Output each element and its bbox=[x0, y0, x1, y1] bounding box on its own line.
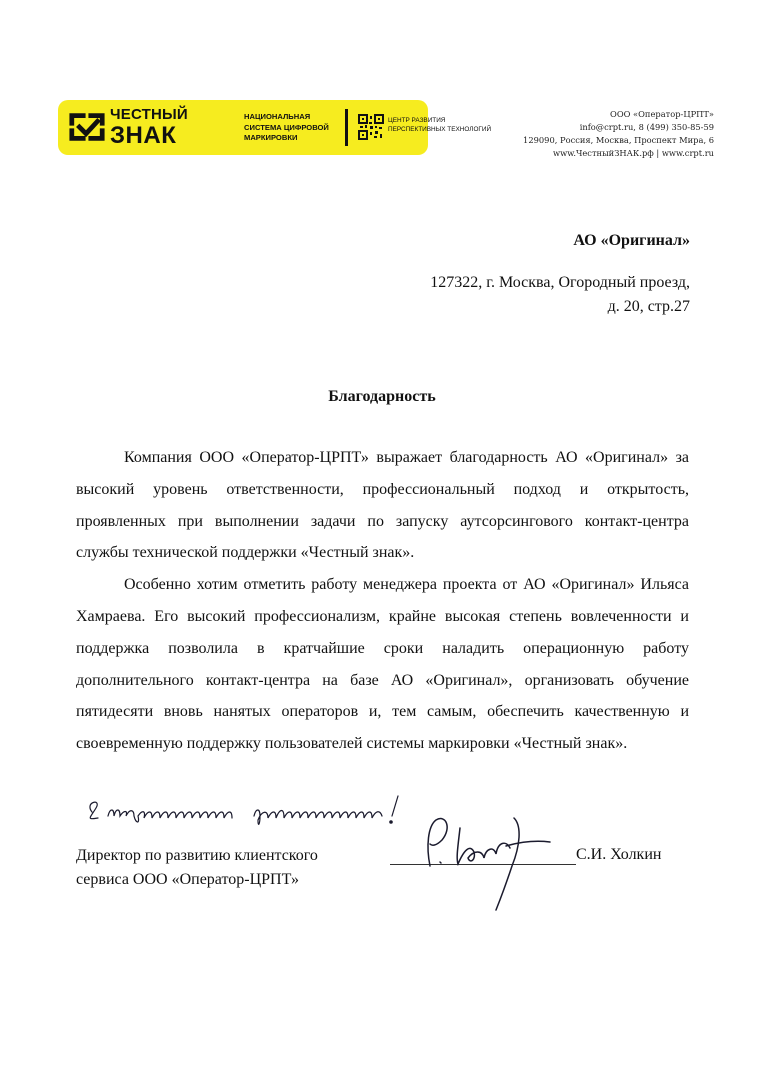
sender-contacts bbox=[523, 108, 714, 160]
handwritten-wish bbox=[82, 790, 412, 830]
signer-title-line2: сервиса ООО «Оператор-ЦРПТ» bbox=[76, 871, 299, 888]
tagline-line: МАРКИРОВКИ bbox=[244, 133, 298, 142]
signer-title bbox=[76, 844, 318, 892]
tagline-line: СИСТЕМА ЦИФРОВОЙ bbox=[244, 122, 329, 132]
sender-email-phone: info@crpt.ru, 8 (499) 350-85-59 bbox=[579, 122, 714, 132]
brand-name-line1: ЧЕСТНЫЙ bbox=[110, 106, 188, 123]
partner-line: ЦЕНТР РАЗВИТИЯ bbox=[388, 117, 446, 124]
qr-code-icon bbox=[358, 114, 384, 140]
recipient-name: АО «Оригинал» bbox=[573, 232, 690, 249]
body-paragraph: Компания ООО «Оператор-ЦРПТ» выражает благодарность АО «Оригинал» за высокий уровень ответственности, профессиональный подход и открытость, проявленных при выполнении задачи по запуску аутсорсингового контакт-центра службы технической поддержки «Честный знак». bbox=[76, 449, 689, 562]
recipient-address-line1: 127322, г. Москва, Огородный проезд, bbox=[430, 274, 690, 291]
company-logo-banner bbox=[58, 100, 492, 155]
partner-name bbox=[388, 116, 491, 134]
sender-company: ООО «Оператор-ЦРПТ» bbox=[610, 109, 714, 119]
letter-body bbox=[76, 442, 689, 760]
signer-name: С.И. Холкин bbox=[576, 846, 662, 863]
logo-divider bbox=[345, 109, 348, 146]
body-paragraph: Особенно хотим отметить работу менеджера проекта от АО «Оригинал» Ильяса Хамраева. Его высокий профессионализм, крайне высокая степень вовлеченности и поддержка позволила в кратчайшие сроки наладить операционную работу дополнительного контакт-центра на базе АО «Оригинал», организовать обучение пятидесяти вновь нанятых операторов и, тем самым, обеспечить качественную и своевременную поддержку пользователей системы маркировки «Честный знак». bbox=[76, 576, 689, 753]
handwritten-signature bbox=[410, 806, 560, 916]
letter-title: Благодарность bbox=[328, 388, 436, 405]
recipient-address bbox=[430, 271, 690, 319]
brand-name-line2: ЗНАК bbox=[110, 122, 177, 149]
tagline-line: НАЦИОНАЛЬНАЯ bbox=[244, 112, 311, 121]
sender-websites: www.ЧестныйЗНАК.рф | www.crpt.ru bbox=[553, 148, 714, 158]
brand-tagline bbox=[244, 112, 329, 144]
brand-name bbox=[110, 107, 188, 148]
signer-title-line1: Директор по развитию клиентского bbox=[76, 847, 318, 864]
partner-line: ПЕРСПЕКТИВНЫХ ТЕХНОЛОГИЙ bbox=[388, 126, 492, 133]
recipient-address-line2: д. 20, стр.27 bbox=[607, 298, 690, 315]
sender-address: 129090, Россия, Москва, Проспект Мира, 6 bbox=[523, 135, 714, 145]
check-mark-logo-icon bbox=[68, 108, 106, 146]
